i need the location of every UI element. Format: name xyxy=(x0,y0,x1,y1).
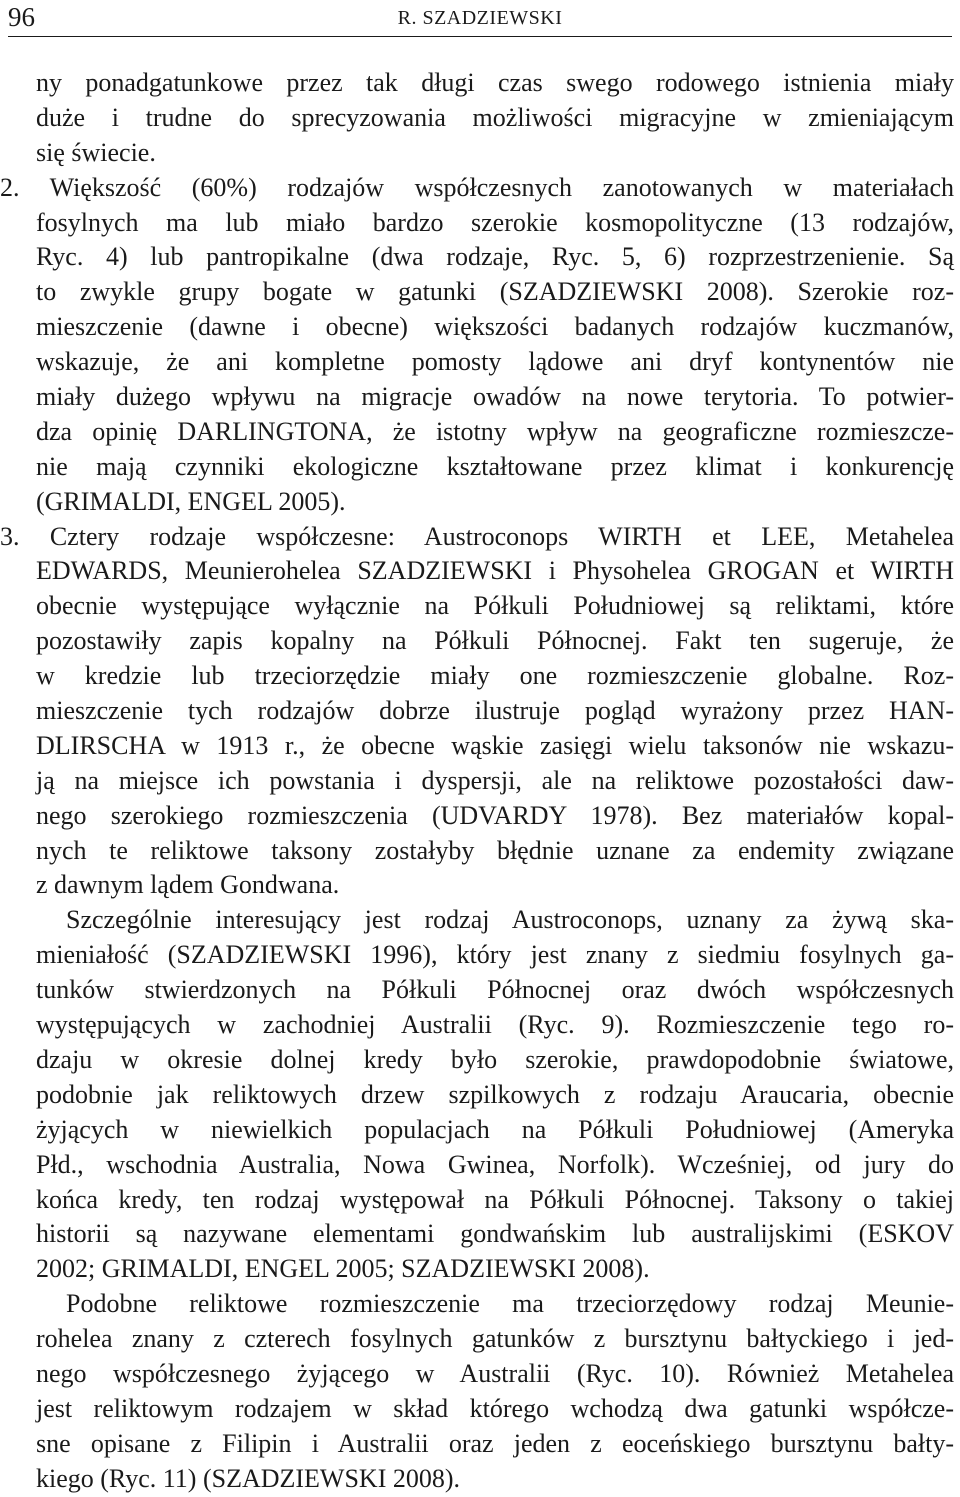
text-line: wskazuje, że ani kompletne pomosty lądowe ani dryf kontynentów nie xyxy=(36,347,954,377)
text-line: z dawnym lądem Gondwana. xyxy=(36,870,340,900)
text-line: Szczególnie interesujący jest rodzaj Austroconops, uznany za żywą ska- xyxy=(66,905,954,935)
text-line: się świecie. xyxy=(36,137,156,167)
text-line: to zwykle grupy bogate w gatunki (SZADZIEWSKI 2008). Szerokie roz- xyxy=(36,277,954,307)
text-line: dza opinię DARLINGTONA, że istotny wpływ na geograficzne rozmieszcze- xyxy=(36,416,954,446)
text-line: ją na miejsce ich powstania i dyspersji, ale na reliktowe pozostałości daw- xyxy=(36,765,954,795)
text-line: Płd., wschodnia Australia, Nowa Gwinea, Norfolk). Wcześniej, od jury do xyxy=(36,1149,954,1179)
text-line: nego współczesnego żyjącego w Australii (Ryc. 10). Również Metahelea xyxy=(36,1358,954,1388)
text-line: występujących w zachodniej Australii (Ryc. 9). Rozmieszczenie tego ro- xyxy=(36,1010,954,1040)
text-line: DLIRSCHA w 1913 r., że obecne wąskie zasięgi wielu taksonów nie wskazu- xyxy=(36,730,954,760)
text-line: w kredzie lub trzeciorzędzie miały one rozmieszczenie globalne. Roz- xyxy=(36,661,954,691)
text-line: dzaju w okresie dolnej kredy było szerokie, prawdopodobnie światowe, xyxy=(36,1044,954,1074)
text-line: Ryc. 4) lub pantropikalne (dwa rodzaje, Ryc. 5, 6) rozprzestrzenienie. Są xyxy=(36,242,954,272)
text-line: (GRIMALDI, ENGEL 2005). xyxy=(36,486,346,516)
text-line: miały dużego wpływu na migracje owadów na nowe terytoria. To potwier- xyxy=(36,382,954,412)
text-line: 3. Cztery rodzaje współczesne: Austroconops WIRTH et LEE, Metahelea xyxy=(0,521,954,551)
text-line: mieniałość (SZADZIEWSKI 1996), który jest znany z siedmiu fosylnych ga- xyxy=(36,940,954,970)
text-line: końca kredy, ten rodzaj występował na Półkuli Północnej. Taksony o takiej xyxy=(36,1184,954,1214)
page-number: 96 xyxy=(8,2,35,32)
header-rule xyxy=(8,36,952,37)
text-line: rohelea znany z czterech fosylnych gatunków z bursztynu bałtyckiego i jed- xyxy=(36,1324,954,1354)
text-line: obecnie występujące wyłącznie na Półkuli Południowej są reliktami, które xyxy=(36,591,954,621)
text-line: historii są nazywane elementami gondwańskim lub australijskimi (ESKOV xyxy=(36,1219,954,1249)
text-line: sne opisane z Filipin i Australii oraz jeden z eoceńskiego bursztynu bałty- xyxy=(36,1428,954,1458)
running-head: R. SZADZIEWSKI xyxy=(397,7,563,29)
text-line: fosylnych ma lub miało bardzo szerokie kosmopolityczne (13 rodzajów, xyxy=(36,207,954,237)
text-line: żyjących w niewielkich populacjach na Półkuli Południowej (Ameryka xyxy=(36,1114,954,1144)
text-line: ny ponadgatunkowe przez tak długi czas swego rodowego istnienia miały xyxy=(36,68,954,97)
text-line: mieszczenie tych rodzajów dobrze ilustruje pogląd wyrażony przez HAN- xyxy=(36,696,954,726)
text-line: pozostawiły zapis kopalny na Półkuli Północnej. Fakt ten sugeruje, że xyxy=(36,626,954,656)
page-header xyxy=(0,0,960,40)
text-line: EDWARDS, Meunierohelea SZADZIEWSKI i Physohelea GROGAN et WIRTH xyxy=(36,556,954,586)
text-line: podobnie jak reliktowych drzew szpilkowych z rodzaju Araucaria, obecnie xyxy=(36,1079,954,1109)
text-line: nych te reliktowe taksony zostałyby błędnie uznane za endemity związane xyxy=(36,835,954,865)
text-line: nie mają czynniki ekologiczne kształtowane przez klimat i konkurencję xyxy=(36,451,954,481)
text-line: duże i trudne do sprecyzowania możliwości migracyjne w zmieniającym xyxy=(36,102,954,132)
text-line: 2002; GRIMALDI, ENGEL 2005; SZADZIEWSKI 2008). xyxy=(36,1254,650,1284)
text-line: kiego (Ryc. 11) (SZADZIEWSKI 2008). xyxy=(36,1463,461,1493)
text-line: nego szerokiego rozmieszczenia (UDVARDY 1978). Bez materiałów kopal- xyxy=(36,800,954,830)
text-line: Podobne reliktowe rozmieszczenie ma trzeciorzędowy rodzaj Meunie- xyxy=(66,1289,954,1319)
text-line: jest reliktowym rodzajem w skład którego wchodzą dwa gatunki współcze- xyxy=(36,1393,954,1423)
body-text xyxy=(0,66,954,1497)
text-line: mieszczenie (dawne i obecne) większości badanych rodzajów kuczmanów, xyxy=(36,312,954,342)
text-line: 2. Większość (60%) rodzajów współczesnych zanotowanych w materiałach xyxy=(0,172,954,202)
text-line: tunków stwierdzonych na Półkuli Północnej oraz dwóch współczesnych xyxy=(36,975,954,1005)
